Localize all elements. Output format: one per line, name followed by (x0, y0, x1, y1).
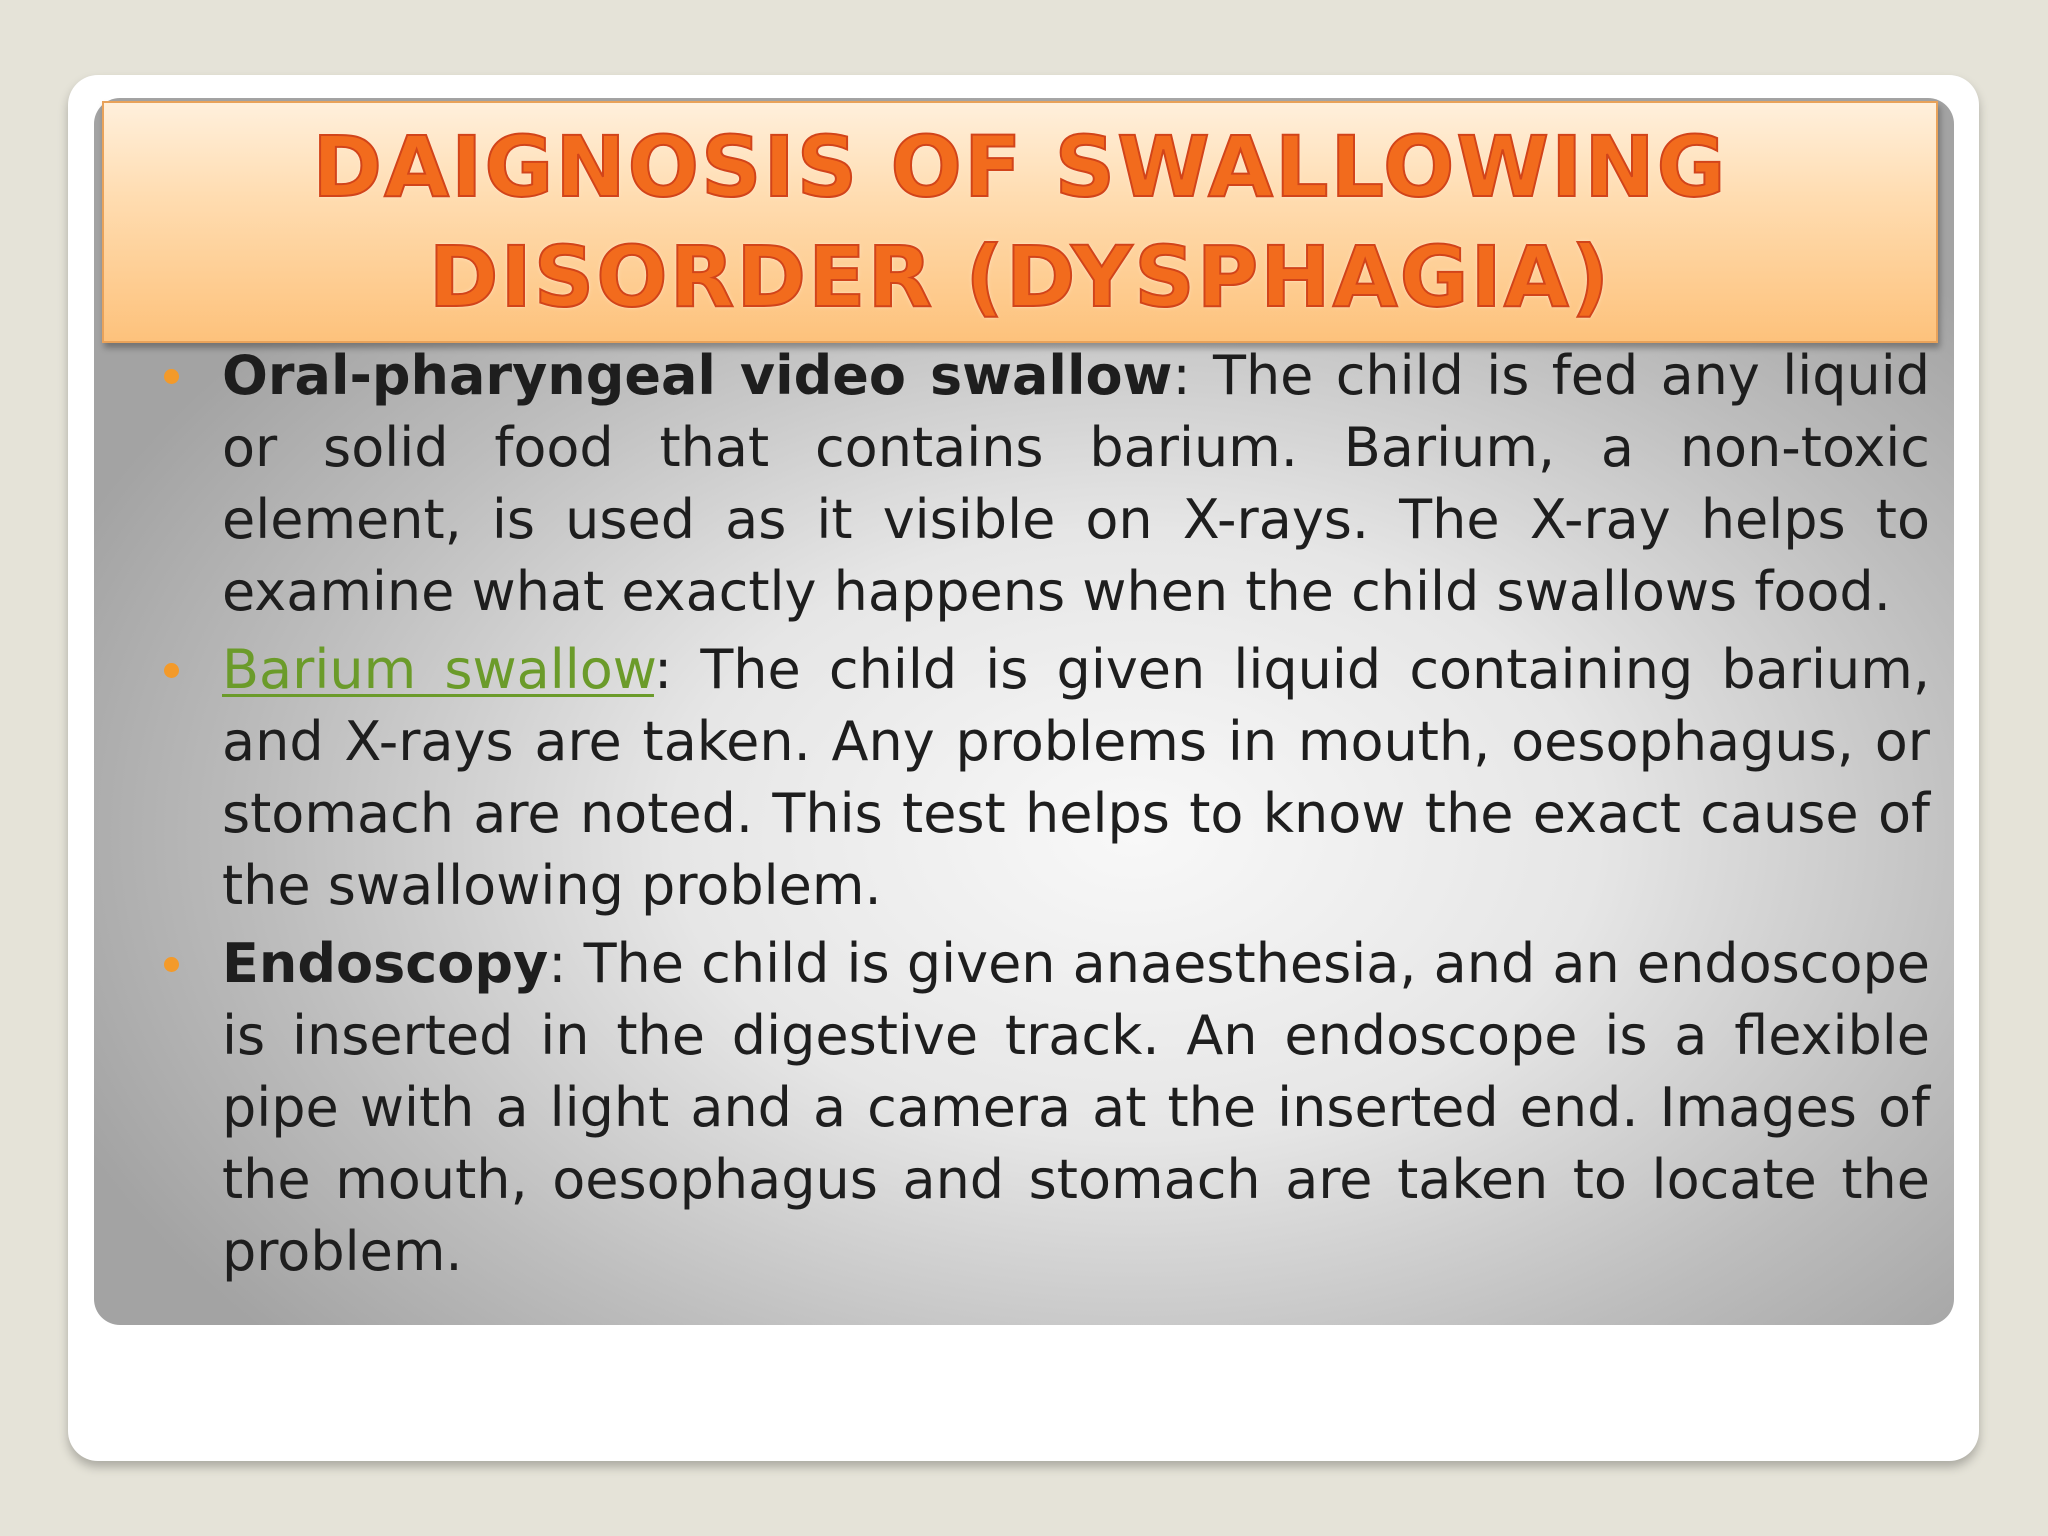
bullet-dot-icon (164, 957, 179, 972)
bullet-separator: : (548, 932, 567, 995)
bullet-separator: : (1172, 344, 1191, 407)
bullet-text: The child is fed any liquid or solid food that contains barium. Barium, a non-toxic element, is used as it visible on X-rays. The X-ray helps to examine what exactly happens when the child swallows food. (222, 344, 1930, 623)
bullet-dot-icon (164, 369, 179, 384)
bullet-text: The child is given anaesthesia, and an endoscope is inserted in the digestive track. An endoscope is a flexible pipe with a light and a camera at the inserted end. Images of the mouth, oesophagus and stomach are taken to locate the problem. (222, 932, 1930, 1283)
list-item (158, 634, 1930, 922)
list-item (158, 340, 1930, 628)
list-item (158, 928, 1930, 1288)
bullet-text: The child is given liquid containing barium, and X-rays are taken. Any problems in mouth, oesophagus, or stomach are noted. This test helps to know the exact cause of the swallowing problem. (222, 638, 1930, 917)
bullet-dot-icon (164, 663, 179, 678)
bullet-term: Endoscopy (222, 932, 549, 995)
slide-title: DAIGNOSIS OF SWALLOWING DISORDER (DYSPHAGIA) (312, 118, 1728, 326)
bullet-list (158, 340, 1930, 1294)
barium-swallow-link[interactable]: Barium swallow (222, 638, 654, 701)
bullet-term: Oral-pharyngeal video swallow (222, 344, 1173, 407)
title-banner (102, 101, 1938, 343)
bullet-separator: : (653, 638, 673, 701)
